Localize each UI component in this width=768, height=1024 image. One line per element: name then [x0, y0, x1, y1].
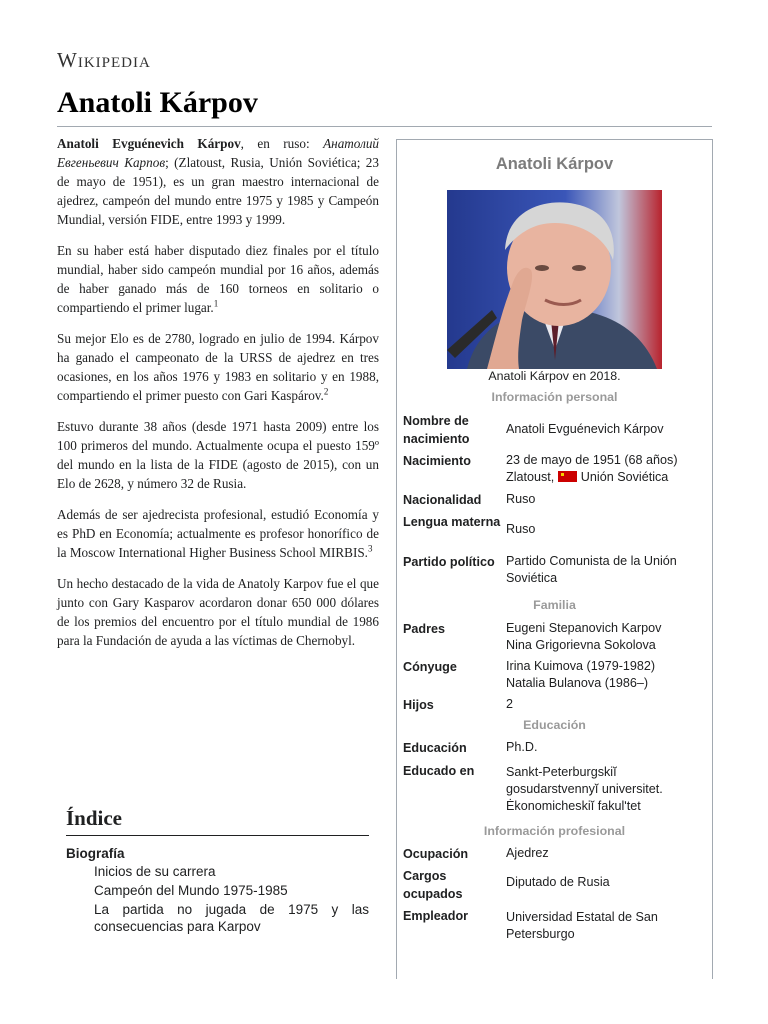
- section-personal: Información personal: [491, 390, 618, 404]
- page-title: Anatoli Kárpov: [57, 86, 258, 119]
- paragraph-intro: Anatoli Evguénevich Kárpov, en ruso: Анатолий Евгеньевич Карпов; (Zlatoust, Rusia, Unión Soviética; 23 de mayo de 1951), es un gran maestro internacional de ajedrez, campeón del mundo entre 1975 y 1985 y Campeón Mundial, versión FIDE, entre 1993 y 1999.: [57, 136, 380, 227]
- paragraph-elo: Su mejor Elo es de 2780, logrado en julio de 1994. Kárpov ha ganado el campeonato de la URSS de ajedrez en tres ocasiones, en los años 1976 y 1983 en solitario y en 1988, compartiendo el primer puesto con Gari Kaspárov.$^2$: [57, 331, 379, 403]
- reference-link[interactable]: 3: [367, 543, 373, 554]
- section-family: Familia: [533, 598, 576, 612]
- toc-item-partida[interactable]: La partida no jugada de 1975 y las consecuencias para Karpov: [94, 902, 369, 934]
- native-name: Анатолий Евгеньевич Карпов: [57, 136, 380, 170]
- paragraph-education: Además de ser ajedrecista profesional, estudió Economía y es PhD en Economía; actualmente es profesor honorífico de la Moscow International Higher Business School MIRBIS.$^3$: [57, 507, 379, 560]
- toc-divider: [66, 835, 369, 836]
- subject-name: Anatoli Evguénevich Kárpov: [57, 136, 241, 151]
- wordmark-text: Wikipedia: [57, 48, 151, 72]
- reference-link[interactable]: 2: [323, 386, 329, 397]
- section-professional: Información profesional: [483, 824, 626, 838]
- section-education: Educación: [523, 718, 586, 732]
- paragraph-ranking: Estuvo durante 38 años (desde 1971 hasta 2009) entre los 100 primeros del mundo. Actualmente ocupa el puesto 159º del mundo en la lista de la FIDE (agosto de 2015), con un Elo de 2628, y número 32 de Rusia.: [57, 419, 379, 491]
- infobox: Anatoli Kárpov Anatoli Kárpov en 2018. Información personal Nombre de nacimiento Anatoli Evguénevich Kárpov Nacimiento 23 de mayo de 1951 (68 años) Zlatoust, Unión Soviética Nacionalidad Ruso Lengua materna Ruso Partido político Partido Comunista de la Unión Soviética Familia Padres Eugeni Stepanovich Karpov Nina Grigorievna Sokolova Cónyuge Irina Kuimova (1979-1982) Natalia Bulanova (1986–) Hijos 2 Educación Educación Ph.D. Educado en Sankt-Peterburgskiĭ gosudarstvennyĭ universitet. Ėkonomicheskiĭ fakulʹtet Información profesional Ocupación Ajedrez Cargos ocupados Diputado de Rusia Empleador Universidad Estatal de San Petersburgo: [396, 139, 713, 979]
- paragraph-record: En su haber está haber disputado diez finales por el título mundial, haber sido campeón mundial por 16 años, además de haber ganado más de 160 torneos en solitario o compartiendo el primer lugar.$^1$: [57, 243, 379, 315]
- portrait-image: [447, 190, 662, 369]
- paragraph-chernobyl: Un hecho destacado de la vida de Anatoly Karpov fue el que junto con Gary Kasparov acordaron donar 650 000 dólares de los premios del encuentro por el título mundial de 1986 para la Fundación de ayuda a las víctimas de Chernobyl.: [57, 576, 379, 648]
- toc-list: [57, 846, 379, 935]
- wikipedia-wordmark[interactable]: [57, 48, 151, 73]
- ussr-flag-icon: [558, 471, 577, 482]
- article-body: [57, 134, 379, 662]
- toc-item-campeon[interactable]: Campeón del Mundo 1975-1985: [94, 883, 288, 898]
- title-divider: [57, 126, 712, 127]
- toc-item-biografia[interactable]: Biografía: [66, 846, 125, 861]
- reference-link[interactable]: 1: [213, 298, 219, 309]
- infobox-title: Anatoli Kárpov: [495, 155, 614, 173]
- table-of-contents: [57, 806, 379, 937]
- toc-title: Índice: [66, 806, 123, 830]
- toc-item-inicios[interactable]: Inicios de su carrera: [94, 864, 216, 879]
- portrait-photo[interactable]: [447, 190, 662, 369]
- photo-caption: Anatoli Kárpov en 2018.: [488, 369, 621, 383]
